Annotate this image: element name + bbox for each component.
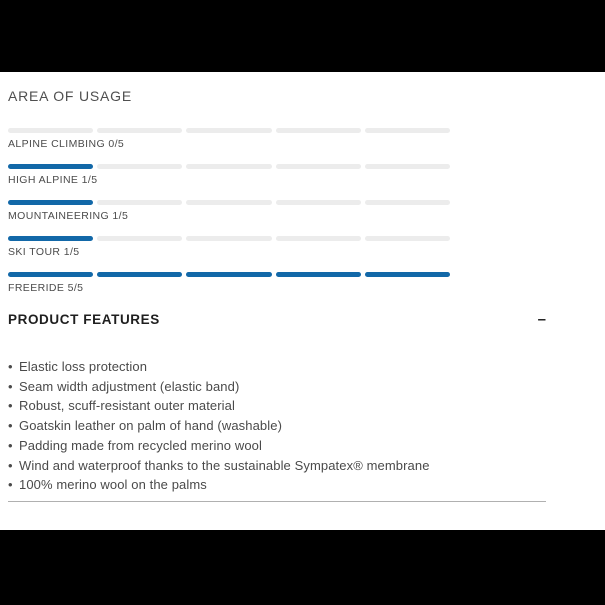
rating-bar <box>8 200 450 205</box>
collapse-minus-icon[interactable]: – <box>537 311 546 328</box>
usage-row <box>8 272 597 295</box>
rating-segment-filled <box>365 272 450 277</box>
feature-item: • Robust, scuff-resistant outer material <box>8 396 597 416</box>
top-black-bar <box>0 0 605 72</box>
rating-segment-empty <box>97 236 182 241</box>
rating-segment-filled <box>186 272 271 277</box>
rating-bar <box>8 128 450 133</box>
rating-segment-empty <box>186 200 271 205</box>
rating-segment-filled <box>8 164 93 169</box>
features-list <box>8 357 597 495</box>
bottom-black-bar <box>0 530 605 605</box>
rating-bar <box>8 164 450 169</box>
rating-segment-empty <box>365 200 450 205</box>
feature-item: • 100% merino wool on the palms <box>8 475 597 495</box>
rating-segment-empty <box>276 200 361 205</box>
rating-segment-empty <box>365 164 450 169</box>
rating-segment-empty <box>186 164 271 169</box>
usage-label: SKI TOUR 1/5 <box>8 246 80 258</box>
usage-row <box>8 164 597 187</box>
rating-segment-empty <box>365 128 450 133</box>
feature-item: • Goatskin leather on palm of hand (washable) <box>8 416 597 436</box>
feature-item: • Seam width adjustment (elastic band) <box>8 377 597 397</box>
section-divider <box>8 501 546 502</box>
product-features-accordion-header[interactable] <box>8 312 546 327</box>
rating-segment-empty <box>276 164 361 169</box>
rating-segment-empty <box>8 128 93 133</box>
usage-label: FREERIDE 5/5 <box>8 282 84 294</box>
rating-bar <box>8 272 450 277</box>
rating-bar <box>8 236 450 241</box>
usage-label: HIGH ALPINE 1/5 <box>8 174 98 186</box>
feature-item: • Padding made from recycled merino wool <box>8 436 597 456</box>
usage-list <box>8 128 597 295</box>
rating-segment-filled <box>97 272 182 277</box>
rating-segment-filled <box>8 236 93 241</box>
rating-segment-empty <box>276 236 361 241</box>
rating-segment-empty <box>276 128 361 133</box>
rating-segment-empty <box>186 236 271 241</box>
feature-item: • Wind and waterproof thanks to the sustainable Sympatex® membrane <box>8 456 597 476</box>
feature-item: • Elastic loss protection <box>8 357 597 377</box>
area-of-usage-title: AREA OF USAGE <box>8 88 132 104</box>
rating-segment-filled <box>276 272 361 277</box>
rating-segment-empty <box>97 128 182 133</box>
product-features-title: PRODUCT FEATURES <box>8 311 160 327</box>
product-detail-content <box>0 72 605 502</box>
rating-segment-empty <box>365 236 450 241</box>
rating-segment-empty <box>186 128 271 133</box>
usage-label: MOUNTAINEERING 1/5 <box>8 210 129 222</box>
rating-segment-filled <box>8 272 93 277</box>
usage-row <box>8 200 597 223</box>
usage-label: ALPINE CLIMBING 0/5 <box>8 138 125 150</box>
usage-row <box>8 128 597 151</box>
rating-segment-empty <box>97 200 182 205</box>
rating-segment-empty <box>97 164 182 169</box>
rating-segment-filled <box>8 200 93 205</box>
usage-row <box>8 236 597 259</box>
